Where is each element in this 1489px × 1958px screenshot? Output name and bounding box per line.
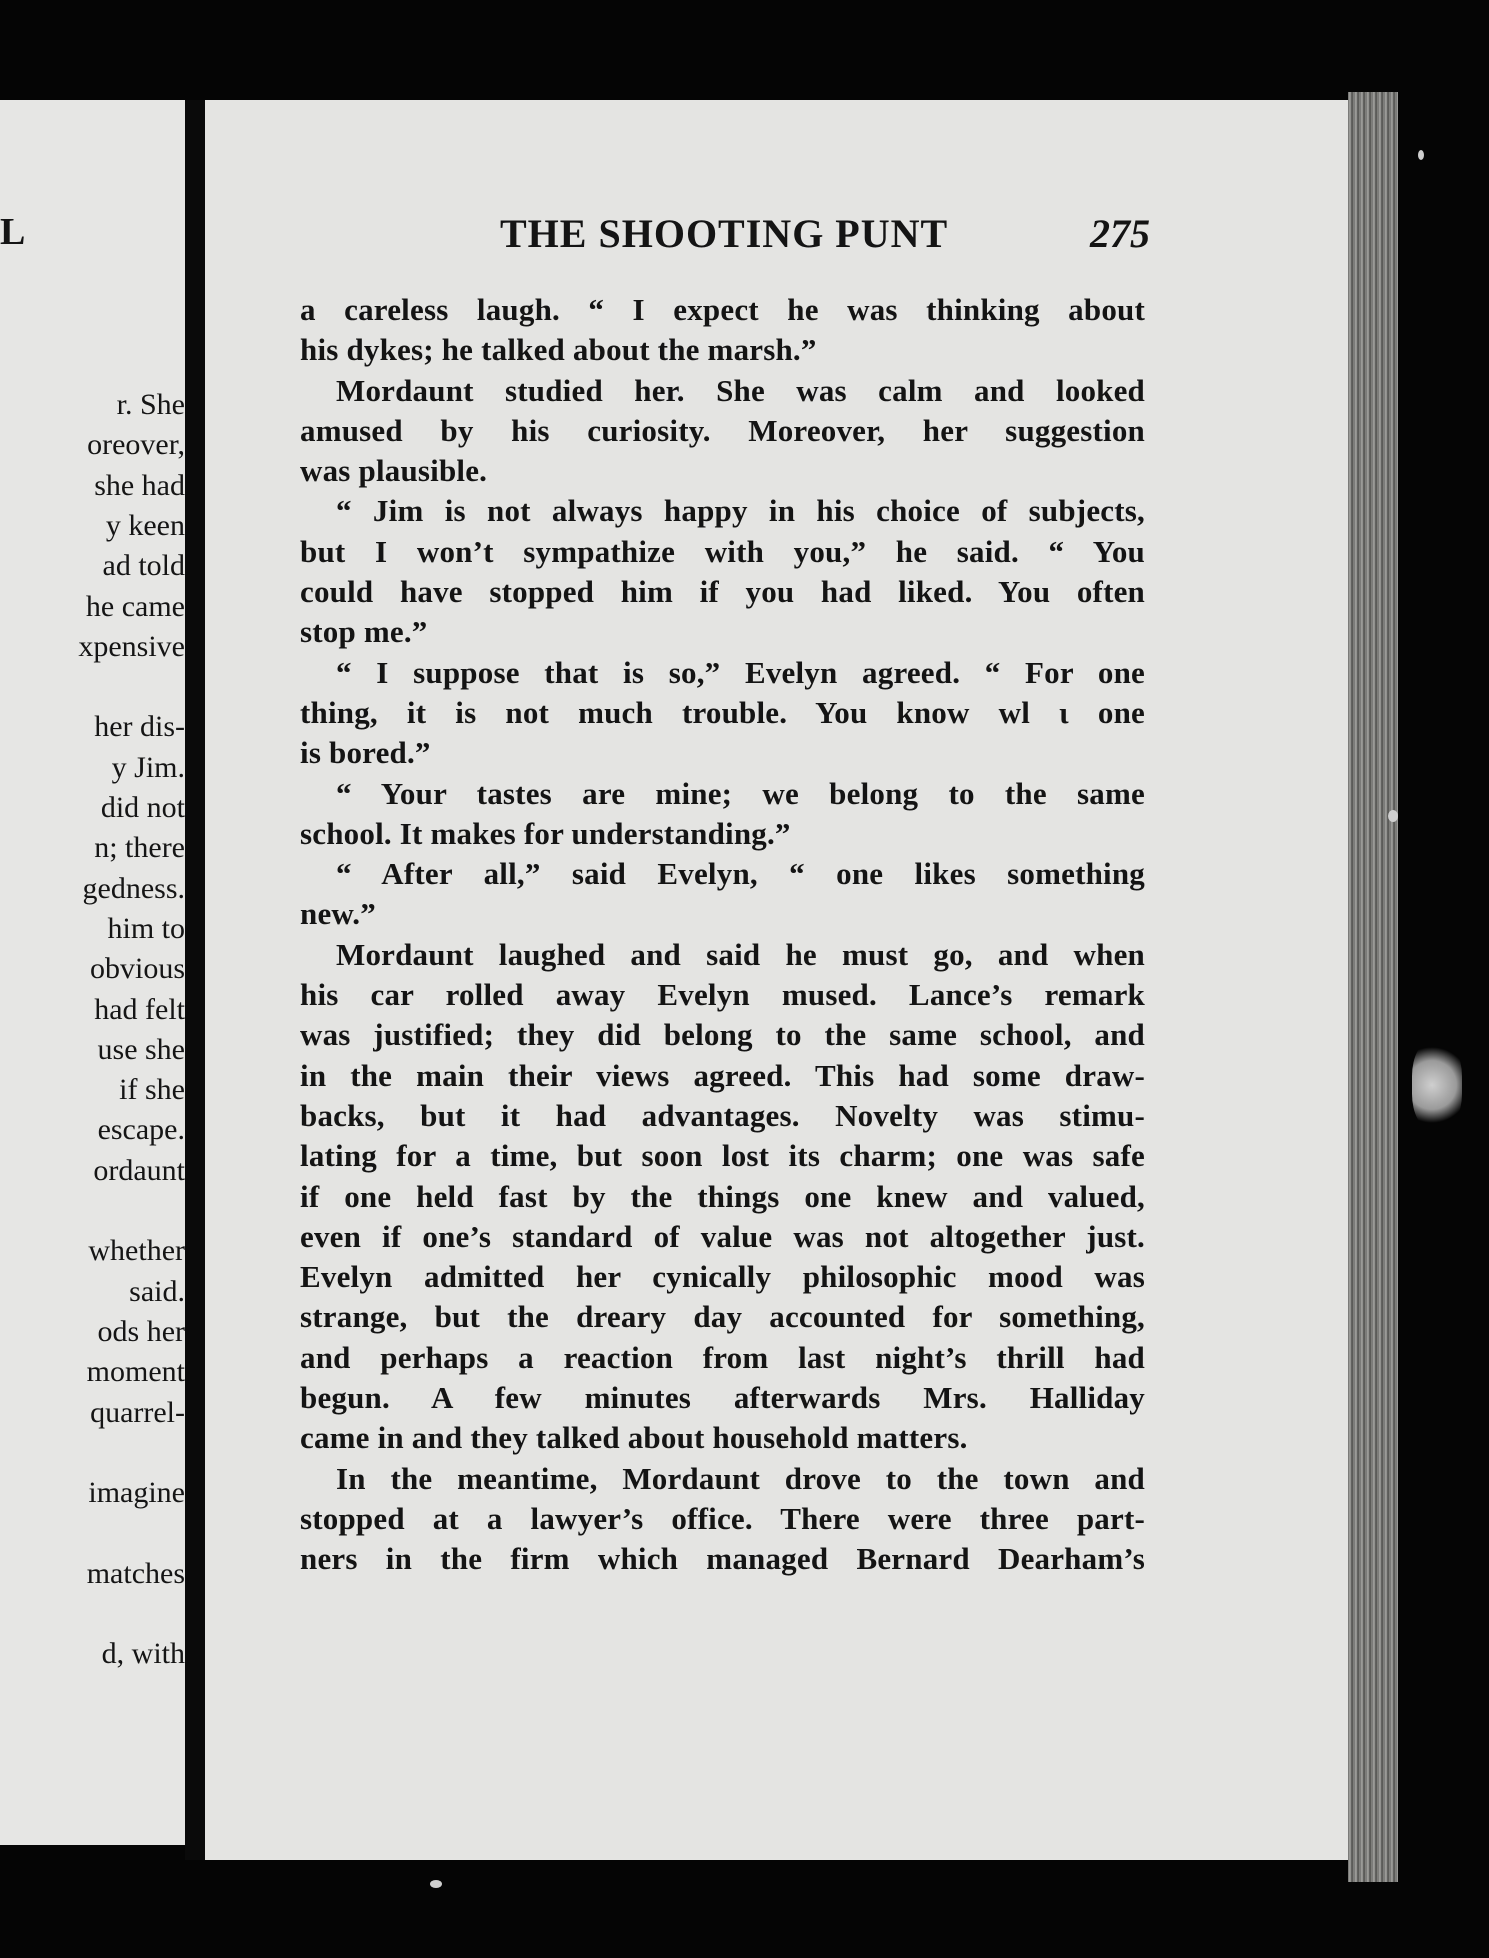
text-line: in the main their views agreed. This had some draw- <box>300 1057 1145 1093</box>
text-line: strange, but the dreary day accounted for something, <box>300 1299 1145 1335</box>
left-text-fragment: whether <box>88 1234 185 1268</box>
text-line: Mordaunt studied her. She was calm and looked <box>336 372 1145 408</box>
text-line: lating for a time, but soon lost its charm; one was safe <box>300 1138 1145 1174</box>
left-text-fragment: her dis- <box>94 710 185 744</box>
text-line: his car rolled away Evelyn mused. Lance’s remark <box>300 977 1145 1013</box>
left-text-fragment: him to <box>107 911 185 945</box>
text-line: amused by his curiosity. Moreover, her suggestion <box>300 412 1145 448</box>
left-text-fragment: obvious <box>89 952 185 986</box>
book-gutter <box>185 100 207 1860</box>
page-body-text <box>300 290 1145 1580</box>
text-line: school. It makes for understanding.” <box>300 815 791 851</box>
text-line: Evelyn admitted her cynically philosophic mood was <box>300 1259 1145 1295</box>
text-line: “ Your tastes are mine; we belong to the same <box>336 775 1145 811</box>
left-text-fragment: d, with <box>101 1637 185 1671</box>
left-text-fragment: ordaunt <box>93 1153 185 1187</box>
scan-blemish <box>1412 1040 1462 1130</box>
left-text-fragment: oreover, <box>87 428 185 462</box>
text-line: if one held fast by the things one knew and valued, <box>300 1178 1145 1214</box>
text-line: came in and they talked about household matters. <box>300 1420 968 1456</box>
left-text-fragment: use she <box>97 1032 185 1066</box>
left-text-fragment: xpensive <box>78 629 185 663</box>
text-line: his dykes; he talked about the marsh.” <box>300 332 817 368</box>
text-line: ners in the firm which managed Bernard Dearham’s <box>300 1541 1145 1577</box>
left-text-fragment: n; there <box>94 831 185 865</box>
left-text-fragment: imagine <box>88 1476 185 1510</box>
running-title: THE SHOOTING PUNT <box>500 211 949 256</box>
left-text-fragment: said. <box>129 1274 185 1308</box>
page-number: 275 <box>1090 211 1150 256</box>
text-line: even if one’s standard of value was not altogether just. <box>300 1218 1145 1254</box>
text-line: “ Jim is not always happy in his choice of subjects, <box>336 493 1145 529</box>
running-head <box>300 210 1150 266</box>
text-line: backs, but it had advantages. Novelty was stimu- <box>300 1097 1145 1133</box>
left-text-fragment: escape. <box>97 1113 185 1147</box>
text-line: “ After all,” said Evelyn, “ one likes something <box>336 856 1145 892</box>
left-text-fragment: ad told <box>102 549 185 583</box>
text-line: but I won’t sympathize with you,” he said. “ You <box>300 533 1145 569</box>
left-page-heading: L <box>0 211 26 253</box>
text-line: was plausible. <box>300 453 488 489</box>
left-text-fragment: gedness. <box>82 871 185 905</box>
left-text-fragment: she had <box>94 468 185 502</box>
left-text-fragment: matches <box>86 1556 185 1590</box>
text-line: In the meantime, Mordaunt drove to the town and <box>336 1460 1145 1496</box>
scan-speck <box>1418 150 1424 160</box>
left-text-fragment: ods her <box>97 1314 185 1348</box>
text-line: “ I suppose that is so,” Evelyn agreed. “ For one <box>336 654 1145 690</box>
text-line: new.” <box>300 896 376 932</box>
left-text-fragment: moment <box>86 1355 185 1389</box>
text-line: Mordaunt laughed and said he must go, and when <box>336 936 1145 972</box>
left-page-fragment <box>0 100 185 1845</box>
left-text-fragment: y keen <box>105 508 185 542</box>
text-line: and perhaps a reaction from last night’s thrill had <box>300 1339 1145 1375</box>
text-line: thing, it is not much trouble. You know wl ι one <box>300 694 1145 730</box>
text-line: is bored.” <box>300 735 431 771</box>
left-text-fragment: if she <box>119 1073 185 1107</box>
scan-speck <box>1388 810 1398 822</box>
left-text-fragment: r. She <box>116 388 185 421</box>
text-line: stop me.” <box>300 614 428 650</box>
left-text-fragment: had felt <box>94 992 185 1026</box>
left-text-fragment: he came <box>85 589 185 623</box>
text-line: stopped at a lawyer’s office. There were three part- <box>300 1500 1145 1536</box>
left-text-fragment: y Jim. <box>111 750 185 784</box>
text-line: was justified; they did belong to the same school, and <box>300 1017 1145 1053</box>
page-edges <box>1348 92 1398 1882</box>
text-line: a careless laugh. “ I expect he was thinking about <box>300 292 1145 327</box>
left-text-fragment: did not <box>100 791 185 824</box>
scan-speck <box>430 1880 442 1888</box>
text-line: could have stopped him if you had liked. You often <box>300 574 1145 610</box>
left-text-fragment: quarrel- <box>90 1395 185 1429</box>
text-line: begun. A few minutes afterwards Mrs. Halliday <box>300 1380 1145 1416</box>
